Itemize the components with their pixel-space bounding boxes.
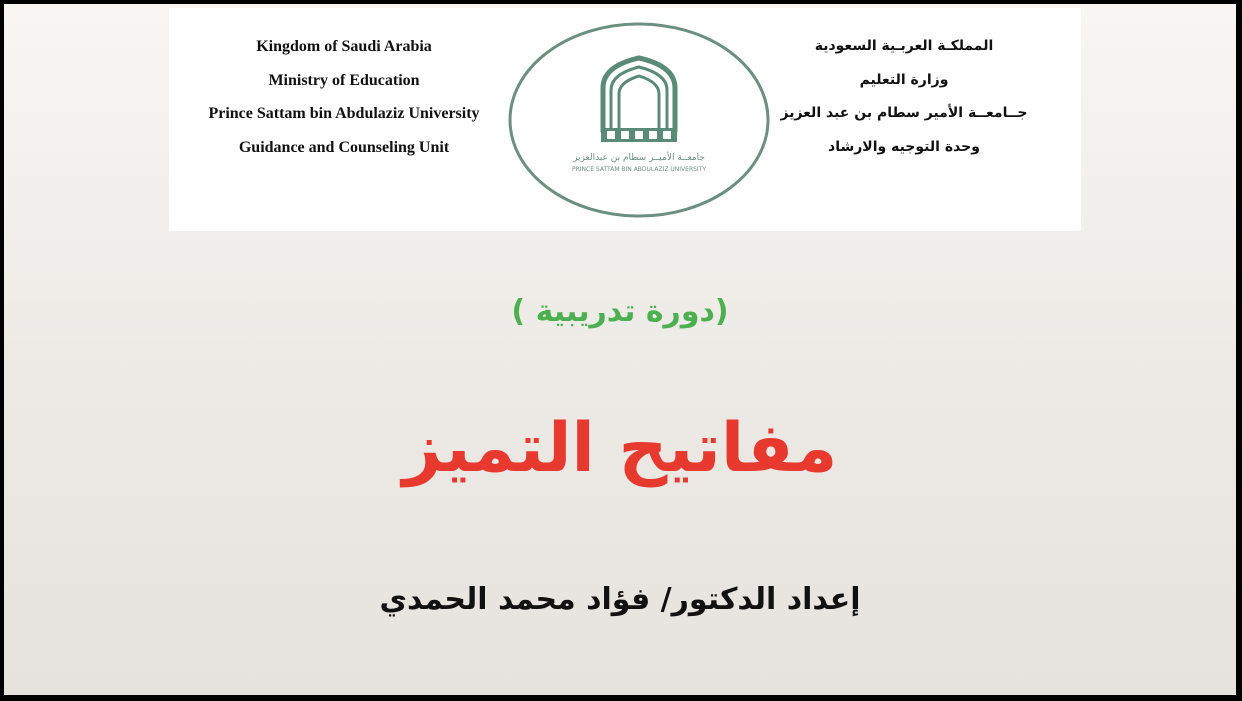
- arabic-line-university: جــامعــة الأمير سطام بن عبد العزيز: [780, 105, 1028, 121]
- course-subtitle: (دورة تدريبية ): [511, 294, 729, 329]
- author-credit: إعداد الدكتور/ فؤاد محمد الحمدي: [379, 582, 861, 617]
- english-line-university: Prince Sattam bin Abdulaziz University: [208, 105, 480, 122]
- english-line-unit: Guidance and Counseling Unit: [238, 138, 450, 156]
- arabic-line-country: المملكـة العربـية السعودية: [814, 38, 994, 54]
- course-title: مفاتيح التميز: [402, 409, 838, 488]
- arabic-line-unit: وحدة التوجيه والارشاد: [828, 138, 980, 155]
- arabic-line-ministry: وزارة التعليم: [859, 71, 949, 88]
- letterhead: [169, 8, 1081, 231]
- logo-english-name: PRINCE SATTAM BIN ABDULAZIZ UNIVERSITY: [571, 166, 707, 173]
- arabic-header: [769, 30, 1039, 164]
- english-line-ministry: Ministry of Education: [268, 71, 420, 89]
- university-logo: [507, 20, 771, 220]
- gate-emblem-icon: [601, 58, 677, 142]
- english-line-country: Kingdom of Saudi Arabia: [256, 38, 432, 55]
- slide: [4, 4, 1236, 695]
- english-header: [169, 30, 519, 164]
- logo-arabic-name: جامعــة الأميــر سطام بن عبدالعزيز: [573, 153, 705, 163]
